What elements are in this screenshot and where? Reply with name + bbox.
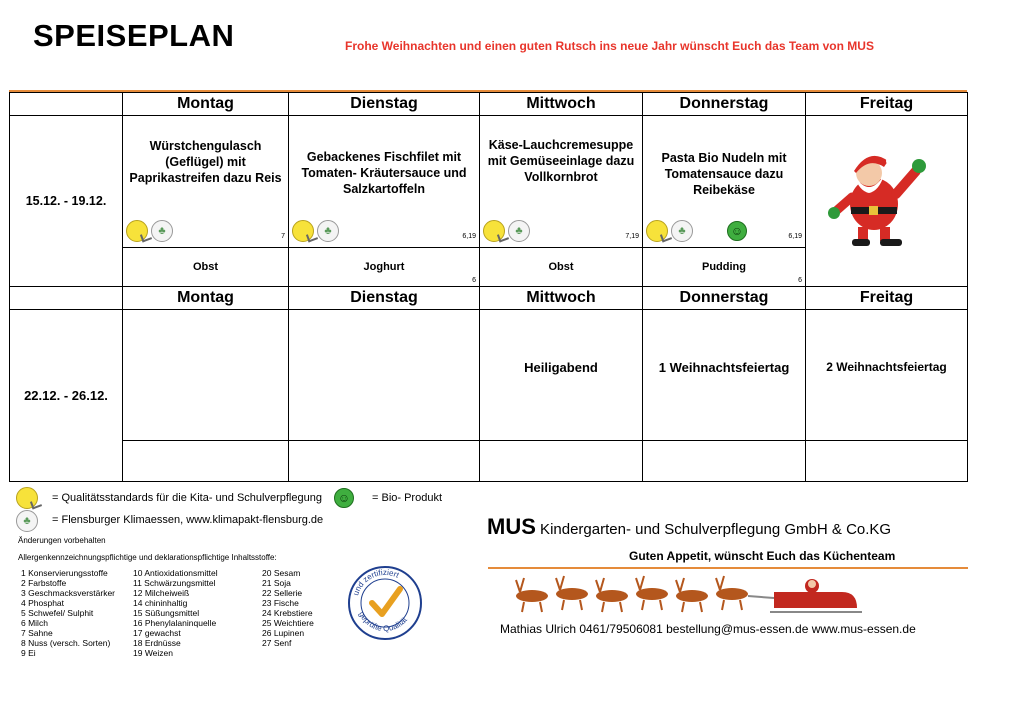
day-header: Dienstag [289,287,480,310]
allergen-item: 25 Weichtiere [262,618,314,628]
allergen-item: 14 chininhaltig [133,598,188,608]
meal-text: 2 Weihnachtsfeiertag [826,360,947,374]
week2-meal-row [10,310,968,441]
allergen-codes: 6,19 [462,233,476,240]
allergen-item: 1 Konservierungsstoffe [21,568,108,578]
meal-cell [643,116,806,248]
allergen-codes: 7 [281,233,285,240]
sleigh-icon [512,572,872,616]
allergen-item: 6 Milch [21,618,48,628]
allergen-item: 10 Antioxidationsmittel [133,568,218,578]
day-header: Montag [123,93,289,116]
dessert-cell [289,441,480,482]
meal-cell [480,116,643,248]
day-header: Montag [123,287,289,310]
day-header: Freitag [806,93,968,116]
allergen-item: 20 Sesam [262,568,301,578]
santa-icon [824,149,934,249]
meal-cell [289,116,480,248]
meal-cell [480,310,643,441]
meal-text: Würstchengulasch (Geflügel) mit Paprikastreifen dazu Reis [129,139,282,185]
allergen-item: 3 Geschmacksverstärker [21,588,115,598]
dessert-text: Obst [192,261,219,273]
klima-icon: ♣ [151,220,173,242]
bio-icon: ☺ [727,221,747,241]
contact-line: Mathias Ulrich 0461/79506081 bestellung@mus-essen.de www.mus-essen.de [500,622,916,636]
allergen-list-2 [133,568,218,658]
allergen-codes: 6,19 [788,233,802,240]
allergen-item: 7 Sahne [21,628,53,638]
legend-klima: = Flensburger Klimaessen, www.klimapakt-flensburg.de [52,514,324,526]
allergen-item: 22 Sellerie [262,588,303,598]
allergen-codes: 7,19 [625,233,639,240]
allergen-item: 9 Ei [21,648,36,658]
dessert-cell [289,248,480,287]
allergen-item: 17 gewachst [133,628,181,638]
friday-santa-cell [806,116,968,287]
day-header-row [10,287,968,310]
menu-table [9,92,968,482]
allergen-item: 19 Weizen [133,648,174,658]
company-name [487,514,891,540]
day-header: Freitag [806,287,968,310]
allergen-item: 23 Fische [262,598,299,608]
seal-icon [345,563,425,643]
legend-quality: = Qualitätsstandards für die Kita- und Schulverpflegung [52,492,322,504]
dessert-cell [643,248,806,287]
allergen-item: 27 Senf [262,638,292,648]
meal-text: Gebackenes Fischfilet mit Tomaten- Kräutersauce und Salzkartoffeln [301,150,467,196]
allergen-item: 15 Süßungsmittel [133,608,200,618]
meal-cell [643,310,806,441]
quality-icon [16,487,38,509]
allergen-item: 24 Krebstiere [262,608,313,618]
klima-icon: ♣ [317,220,339,242]
week-label: 15.12. - 19.12. [10,116,123,287]
allergen-item: 16 Phenylalaninquelle [133,618,217,628]
allergen-item: 4 Phosphat [21,598,65,608]
dessert-cell [123,248,289,287]
company-name-rest: Kindergarten- und Schulverpflegung GmbH & Co.KG [535,521,892,538]
dessert-cell [480,248,643,287]
allergen-item: 8 Nuss (versch. Sorten) [21,638,111,648]
allergen-item: 5 Schwefel/ Sulphit [21,608,94,618]
week-label: 22.12. - 26.12. [10,310,123,482]
allergen-codes: 6 [798,277,802,284]
meal-cell [123,116,289,248]
legend-bio: = Bio- Produkt [372,492,443,504]
day-header: Donnerstag [643,287,806,310]
meal-cell [806,310,968,441]
allergen-item: 12 Milcheiweiß [133,588,190,598]
dessert-cell [123,441,289,482]
allergen-codes: 6 [472,277,476,284]
day-header-row [10,93,968,116]
day-header: Dienstag [289,93,480,116]
quality-icon [292,220,314,242]
bio-icon: ☺ [334,488,354,508]
allergen-item: 26 Lupinen [262,628,305,638]
allergen-item: 11 Schwärzungsmittel [133,578,216,588]
week1-meal-row [10,116,968,248]
quality-icon [646,220,668,242]
klima-icon: ♣ [508,220,530,242]
allergen-item: 21 Soja [262,578,291,588]
allergen-list-3 [262,568,314,648]
meal-cell [289,310,480,441]
dessert-cell [643,441,806,482]
quality-icon [126,220,148,242]
meal-text: Pasta Bio Nudeln mit Tomatensauce dazu Reibekäse [661,151,787,197]
dessert-cell [806,441,968,482]
meal-text: 1 Weihnachtsfeiertag [658,360,790,375]
day-header: Donnerstag [643,93,806,116]
corner-cell [10,93,123,116]
day-header: Mittwoch [480,287,643,310]
meal-cell [123,310,289,441]
meal-text: Heiligabend [524,360,598,375]
changes-note: Änderungen vorbehalten [18,536,106,545]
company-name-bold: MUS [487,514,536,539]
dessert-cell [480,441,643,482]
week2-dessert-row [10,441,968,482]
klima-icon: ♣ [16,510,38,532]
allergen-list-1 [21,568,115,658]
klima-icon: ♣ [671,220,693,242]
dessert-text: Pudding [702,261,746,273]
corner-cell [10,287,123,310]
seal-text-bottom: geprüfte Qualität [357,610,409,634]
day-header: Mittwoch [480,93,643,116]
dessert-text: Obst [548,261,574,273]
seal-text-top: und zertifiziert [351,567,401,597]
holiday-greeting: Frohe Weihnachten und einen guten Rutsch ins neue Jahr wünscht Euch das Team von MUS [345,39,874,53]
page-title: SPEISEPLAN [33,18,235,53]
company-divider [488,567,968,569]
allergen-title: Allergenkennzeichnungspflichtige und deklarationspflichtige Inhaltsstoffe: [18,553,277,562]
allergen-item: 2 Farbstoffe [21,578,67,588]
allergen-item: 18 Erdnüsse [133,638,181,648]
meal-text: Käse-Lauchcremesuppe mit Gemüseeinlage dazu Vollkornbrot [487,138,635,184]
quality-icon [483,220,505,242]
appetit-line: Guten Appetit, wünscht Euch das Küchenteam [629,549,896,563]
dessert-text: Joghurt [363,261,405,273]
